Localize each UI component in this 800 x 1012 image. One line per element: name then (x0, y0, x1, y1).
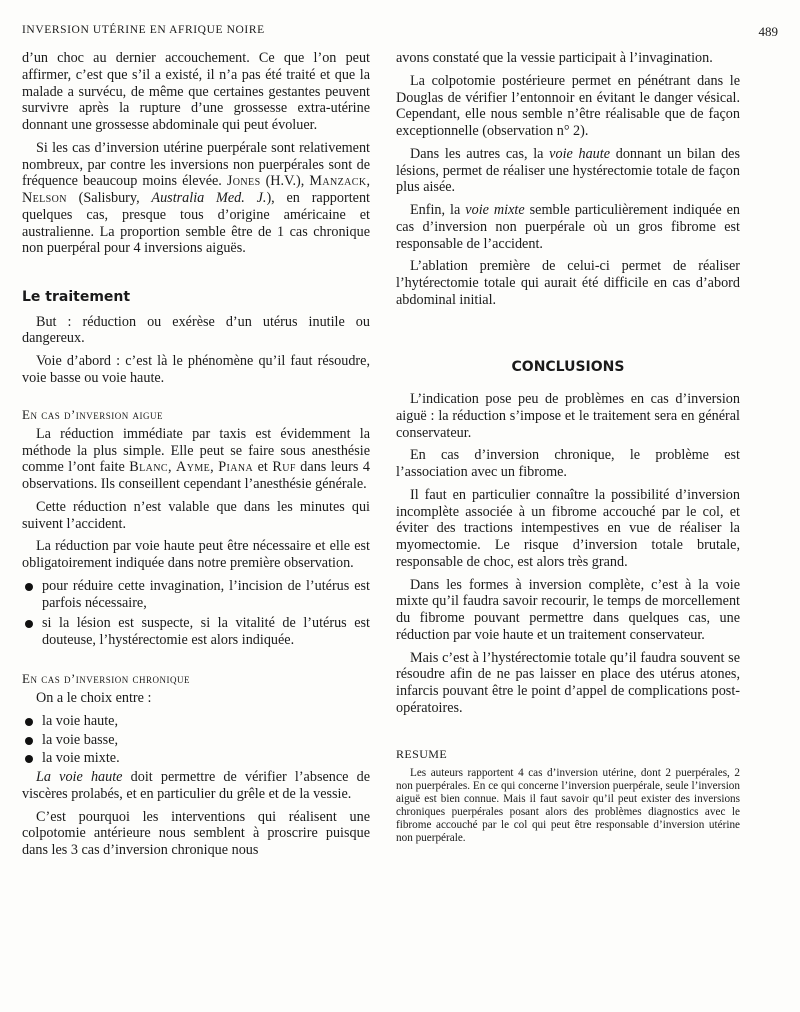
author-name: Blanc (129, 459, 168, 476)
list-item: la voie mixte. (22, 750, 370, 767)
author-name: Piana (218, 459, 254, 476)
resume-heading: RESUME (396, 746, 448, 761)
journal-name: Australia Med. J. (151, 190, 267, 206)
author-name: Jones (226, 173, 261, 190)
resume-text: Les auteurs rapportent 4 cas d’inversion utérine, dont 2 puerpérales, 2 non puerpérales. En ce qui concerne l’inversion puerpérale, seule l’inversion aiguë est bien connue. Mais il faut savoir qu’il peut exister des inversions chroniques puerpérales posant alors des problèmes diagnostics avec le fibrome accouché par le col qui peut être responsable d’inversion utérine non puerpérale. (396, 766, 740, 844)
list-item: si la lésion est suspecte, si la vitalité de l’utérus est douteuse, l’hystérectomie est alors indiquée. (22, 615, 370, 649)
paragraph: Voie d’abord : c’est là le phénomène qu’il faut résoudre, voie basse ou voie haute. (22, 353, 370, 386)
paragraph: C’est pourquoi les interventions qui réalisent une colpotomie antérieure nous semblent à proscrire puisque dans les 3 cas d’inversion chronique nous (22, 808, 370, 859)
author-name: Ruf (272, 459, 296, 476)
bullet-list (22, 713, 370, 767)
author-name: Nelson (22, 190, 67, 206)
paragraph: But : réduction ou exérèse d’un utérus inutile ou dangereux. (22, 313, 370, 347)
list-item: la voie basse, (22, 732, 370, 749)
paragraph: En cas d’inversion chronique, le problème est l’association avec un fibrome. (396, 447, 740, 481)
paragraph: Mais c’est à l’hystérectomie totale qu’il faudra souvent se résoudre afin de ne pas laisser en place des utérus atones, infarcis pouvant être le point d’appel de complications post-opératoires. (396, 649, 740, 716)
paragraph: Dans les formes à inversion complète, c’est à la voie mixte qu’il faudra savoir recourir, le temps de morcellement du fibrome pouvant permettre dans quelques cas, une réduction par voie haute et un traitement conservateur. (396, 576, 740, 643)
paragraph: La réduction immédiate par taxis est évidemment la méthode la plus simple. Elle peut se faire sous anesthésie comme l’ont faite Blanc, Ayme, Piana et Ruf dans leurs 4 observations. Ils conseillent cependant l’anesthésie générale. (22, 425, 371, 493)
subheading: En cas d’inversion chronique (22, 670, 191, 686)
paragraph: Il faut en particulier connaître la possibilité d’inversion incomplète associée à un fibrome accouché par le col, et éviter des tractions intempestives en vue de réaliser la myomectomie. Le risque d’inversion totale brutale, responsable de choc, est alors très grand. (396, 486, 740, 570)
paragraph: La voie haute doit permettre de vérifier l’absence de viscères prolabés, et en particulier du grêle et de la vessie. (22, 769, 371, 802)
author-name: Ayme (176, 459, 211, 476)
paragraph: Cette réduction n’est valable que dans les minutes qui suivent l’accident. (22, 498, 370, 532)
list-item: la voie haute, (22, 713, 370, 730)
section-heading: Le traitement (22, 289, 131, 305)
paragraph: On a le choix entre : (36, 690, 152, 707)
paragraph: Dans les autres cas, la voie haute donnant un bilan des lésions, permet de réaliser une hystérectomie totale de façon plus aisée. (396, 145, 740, 196)
paragraph: d’un choc au dernier accouchement. Ce que l’on peut affirmer, c’est que s’il a existé, il n’a pas été traité et que la malade a survécu, de même que certaines gestantes peuvent survivre après la rupture d’une grossesse extra-utérine donnant une grossesse abdominale qui peut évoluer. (22, 50, 370, 133)
author-name: Manzack (309, 173, 367, 190)
page-number: 489 (758, 24, 778, 39)
paragraph: Enfin, la voie mixte semble particulièrement indiquée en cas d’inversion non puerpérale où un gros fibrome est responsable de l’accident. (396, 202, 741, 252)
paragraph: La colpotomie postérieure permet en pénétrant dans le Douglas de vérifier l’entonnoir en évitant le danger vésical. Cependant, elle nous semble n’être réalisable que de façon exceptionnelle (observation n° 2). (396, 72, 740, 139)
running-title: INVERSION UTÉRINE EN AFRIQUE NOIRE (22, 24, 265, 36)
running-header (22, 24, 778, 40)
bullet-list (22, 578, 370, 649)
right-column (396, 50, 740, 845)
paragraph: L’ablation première de celui-ci permet de réaliser l’hytérectomie totale qui aurait été difficile en cas d’abord abdominal initial. (396, 258, 740, 308)
paragraph: Si les cas d’inversion utérine puerpérale sont relativement nombreux, par contre les inversions non puerpérales sont de fréquence beaucoup moins élevée. Jones (H.V.), Manzack, Nelson (Salisbury, Australia Med. J.), en rapportent quelques cas, presque tous d’origine américaine et australienne. La proportion semble être de 1 cas chronique non puerpéral pour 4 inversions aiguës. (22, 139, 370, 257)
left-column (22, 50, 370, 865)
list-item: pour réduire cette invagination, l’incision de l’utérus est parfois nécessaire, (22, 578, 370, 612)
paragraph: La réduction par voie haute peut être nécessaire et elle est obligatoirement indiquée dans notre première observation. (22, 538, 370, 572)
subheading: En cas d’inversion aigue (22, 406, 164, 422)
paragraph: L’indication pose peu de problèmes en cas d’inversion aiguë : la réduction s’impose et le traitement sera en général conservateur. (396, 391, 740, 441)
paragraph: avons constaté que la vessie participait à l’invagination. (396, 50, 713, 66)
conclusions-heading: CONCLUSIONS (511, 358, 625, 375)
